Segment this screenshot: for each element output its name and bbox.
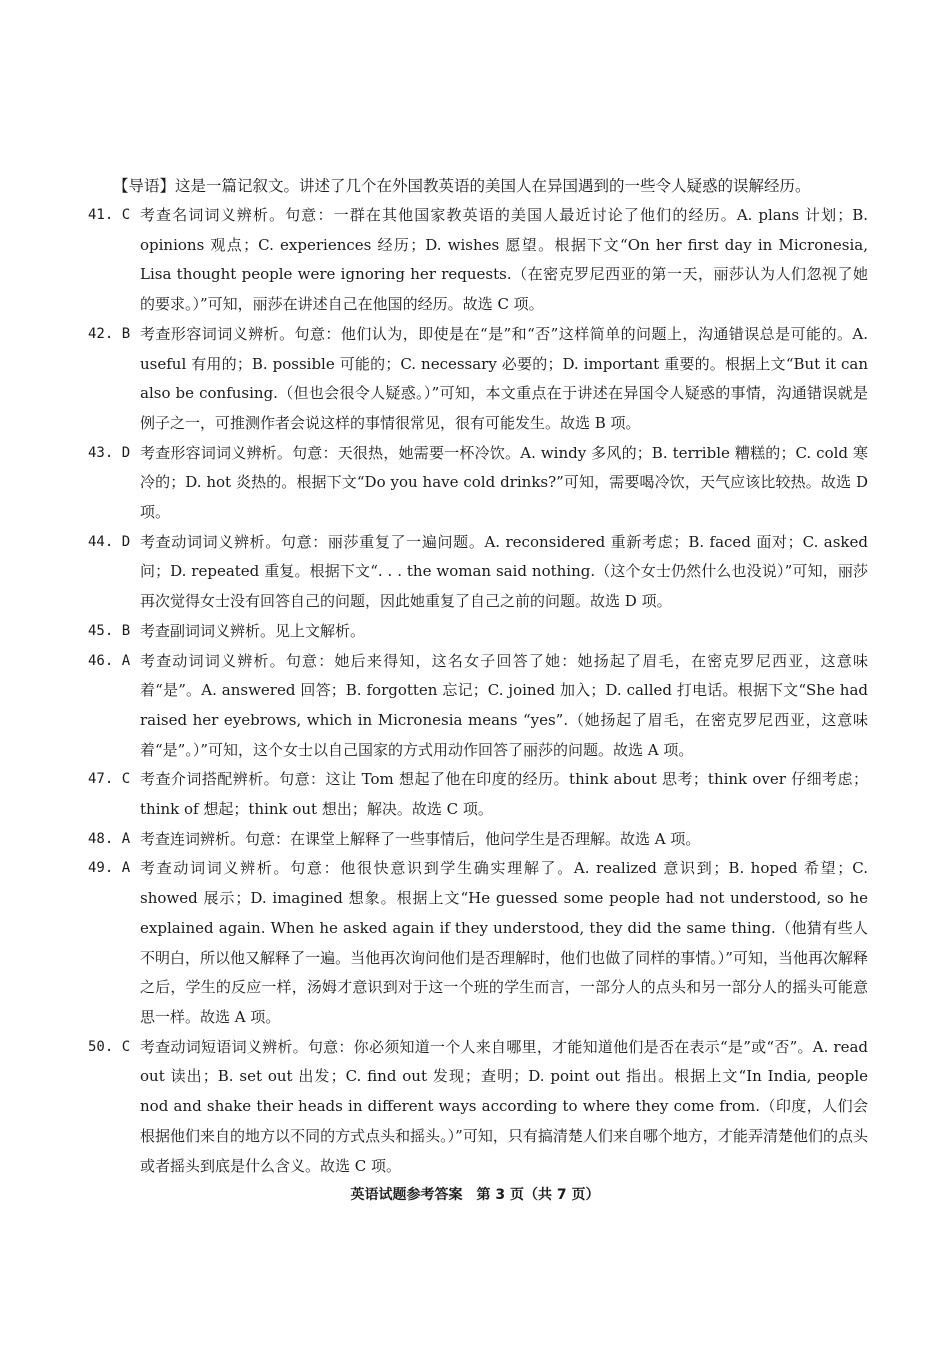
answer-item-43 [88,439,868,528]
answer-list [88,201,868,1181]
answer-item-47 [88,765,868,824]
answer-number: 48. A [88,830,131,847]
answer-item-42 [88,320,868,439]
answer-item-48 [88,825,868,855]
page-footer: 英语试题参考答案 第 3 页（共 7 页） [350,1187,600,1203]
answer-item-41 [88,201,868,320]
answer-item-44 [88,528,868,617]
answer-number: 43. D [88,444,131,461]
answer-number: 45. B [88,622,131,639]
answer-explanation: 考查动词词义辨析。句意：她后来得知，这名女子回答了她：她扬起了眉毛，在密克罗尼西亚，这意味着“是”。A. answered 回答；B. forgotten 忘记；C. joined 加入；D. called 打电话。根据下文“She had raised her eyebrows, which in Micronesia means “yes”.（她扬起了眉毛，在密克罗尼西亚，这意味着“是”。）”可知，这个女士以自己国家的方式用动作回答了丽莎的问题。故选 A 项。 [140,651,868,759]
answer-explanation: 考查形容词词义辨析。句意：天很热，她需要一杯冷饮。A. windy 多风的；B. terrible 糟糕的；C. cold 寒冷的；D. hot 炎热的。根据下文“Do you have cold drinks?”可知，需要喝冷饮，天气应该比较热。故选 D 项。 [140,443,868,522]
answer-explanation: 考查副词词义辨析。见上文解析。 [140,621,366,640]
intro-paragraph: 【导语】这是一篇记叙文。讲述了几个在外国教英语的美国人在异国遇到的一些令人疑惑的误解经历。 [113,177,811,195]
answer-item-50 [88,1033,868,1182]
answer-item-49 [88,854,868,1032]
answer-number: 44. D [88,533,131,550]
answer-explanation: 考查名词词义辨析。句意：一群在其他国家教英语的美国人最近讨论了他们的经历。A. plans 计划；B. opinions 观点；C. experiences 经历；D. wishes 愿望。根据下文“On her first day in Micronesia, Lisa thought people were ignoring her requests.（在密克罗尼西亚的第一天，丽莎认为人们忽视了她的要求。）”可知，丽莎在讲述自己在他国的经历。故选 C 项。 [140,206,868,314]
answer-number: 47. C [88,771,131,788]
answer-explanation: 考查动词短语词义辨析。句意：你必须知道一个人来自哪里，才能知道他们是否在表示“是”或“否”。A. read out 读出；B. set out 出发；C. find out 发现；查明；D. point out 指出。根据上文“In India, people nod and shake their heads in different ways according to where they come from.（印度，人们会根据他们来自的地方以不同的方式点头和摇头。）”可知，只有搞清楚人们来自哪个地方，才能弄清楚他们的点头或者摇头到底是什么含义。故选 C 项。 [140,1037,868,1175]
answer-number: 49. A [88,860,131,877]
answer-explanation: 考查介词搭配辨析。句意：这让 Tom 想起了他在印度的经历。think about 思考；think over 仔细考虑；think of 想起；think out 想出；解决。故选 C 项。 [140,770,868,819]
answer-number: 42. B [88,325,131,342]
answer-item-46 [88,647,868,766]
answer-explanation: 考查动词词义辨析。句意：他很快意识到学生确实理解了。A. realized 意识到；B. hoped 希望；C. showed 展示；D. imagined 想象。根据上文“He guessed some people had not understood, so he explained again. When he asked again if they understood, they did the same thing.（他猜有些人不明白，所以他又解释了一遍。当他再次询问他们是否理解时，他们也做了同样的事情。）”可知，当他再次解释之后，学生的反应一样，汤姆才意识到对于这一个班的学生而言，一部分人的点头和另一部分人的摇头可能意思一样。故选 A 项。 [140,859,868,1026]
answer-number: 50. C [88,1038,131,1055]
answer-item-45 [88,617,868,647]
answer-number: 41. C [88,207,131,223]
answer-explanation: 考查动词词义辨析。句意：丽莎重复了一遍问题。A. reconsidered 重新考虑；B. faced 面对；C. asked 问；D. repeated 重复。根据下文“. . . the woman said nothing.（这个女士仍然什么也没说）”可知，丽莎再次觉得女士没有回答自己的问题，因此她重复了自己之前的问题。故选 D 项。 [140,532,868,611]
answer-number: 46. A [88,652,131,669]
answer-explanation: 考查形容词词义辨析。句意：他们认为，即使是在“是”和“否”这样简单的问题上，沟通错误总是可能的。A. useful 有用的；B. possible 可能的；C. necessary 必要的；D. important 重要的。根据上文“But it can also be confusing.（但也会很令人疑惑。）”可知，本文重点在于讲述在异国令人疑惑的事情，沟通错误就是例子之一，可推测作者会说这样的事情很常见，很有可能发生。故选 B 项。 [140,324,868,432]
answer-explanation: 考查连词辨析。句意：在课堂上解释了一些事情后，他问学生是否理解。故选 A 项。 [140,829,701,848]
